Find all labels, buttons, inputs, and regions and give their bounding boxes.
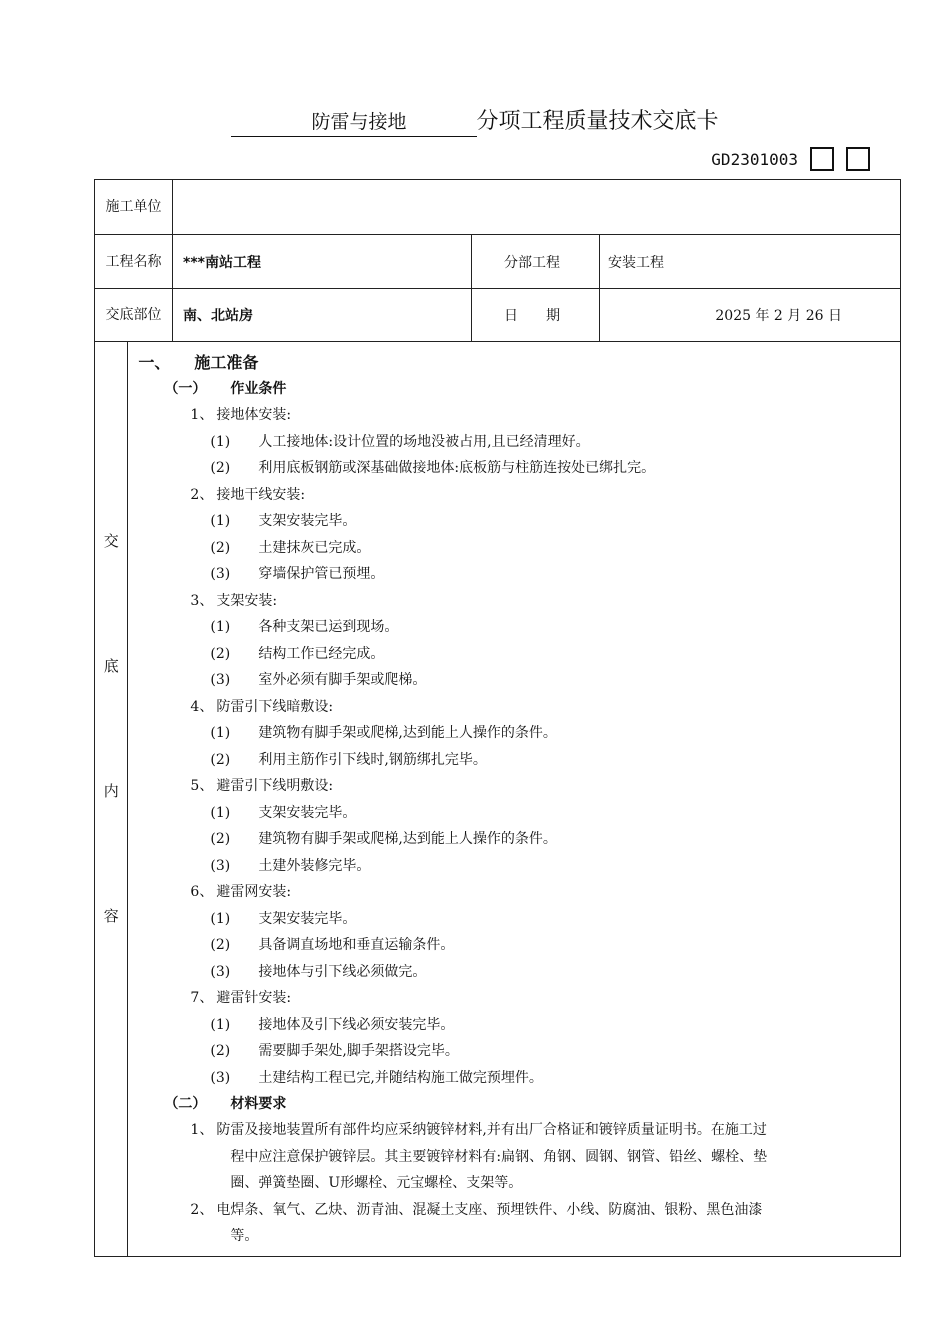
material-item: 1、 防雷及接地装置所有部件均应采纳镀锌材料,并有出厂合格证和镀锌质量证明书。在施工过 程中应注意保护镀锌层。其主要镀锌材料有:扁钢、角钢、圆钢、钢管、铅丝、螺栓、垫 圈、弹簧垫圈、U形螺栓、元宝螺栓、支架等。 <box>190 1122 768 1191</box>
side-label <box>95 342 128 1257</box>
date-label: 日 期 <box>472 289 600 342</box>
side-char: 底 <box>103 657 119 675</box>
condition-group-title: 5、 避雷引下线明敷设: <box>190 778 334 794</box>
row-content <box>95 342 901 1257</box>
condition-item: (2) 利用底板钢筋或深基础做接地体:底板筋与柱筋连按处已绑扎完。 <box>210 460 656 476</box>
side-char: 内 <box>103 782 119 800</box>
disclosure-content <box>128 342 901 1257</box>
division-label: 分部工程 <box>472 235 600 289</box>
condition-item: (3) 穿墙保护管已预埋。 <box>210 566 385 582</box>
unit-label: 施工单位 <box>95 180 173 235</box>
location-label: 交底部位 <box>95 289 173 342</box>
condition-item: (3) 室外必须有脚手架或爬梯。 <box>210 672 427 688</box>
project-label: 工程名称 <box>95 235 173 289</box>
unit-value <box>173 180 901 235</box>
condition-item: (2) 需要脚手架处,脚手架搭设完毕。 <box>210 1043 459 1059</box>
condition-item: (2) 具备调直场地和垂直运输条件。 <box>210 937 455 953</box>
document-title <box>0 108 950 137</box>
condition-item: (3) 接地体与引下线必须做完。 <box>210 963 427 980</box>
condition-item: (3) 土建外装修完毕。 <box>210 857 371 874</box>
side-char: 容 <box>103 907 119 925</box>
subsection-heading: （一） 作业条件 <box>164 381 287 397</box>
condition-group-title: 3、 支架安装: <box>190 592 278 609</box>
condition-item: (1) 建筑物有脚手架或爬梯,达到能上人操作的条件。 <box>210 725 557 741</box>
condition-item: (3) 土建结构工程已完,并随结构施工做完预埋件。 <box>210 1069 543 1086</box>
code-text: GD2301003 <box>711 149 798 169</box>
location-value: 南、北站房 <box>173 289 472 342</box>
subsection-heading: （二） 材料要求 <box>164 1096 287 1112</box>
row-project <box>95 235 901 289</box>
condition-item: (1) 人工接地体:设计位置的场地没被占用,且已经清理好。 <box>210 433 590 450</box>
division-value: 安装工程 <box>600 235 901 289</box>
condition-group-title: 2、 接地干线安装: <box>190 486 306 503</box>
date-value: 2025 年 2 月 26 日 <box>600 289 901 342</box>
row-unit <box>95 180 901 235</box>
checkbox-1[interactable] <box>810 147 834 171</box>
condition-groups <box>138 402 892 1091</box>
condition-group-title: 7、 避雷针安装: <box>190 990 292 1006</box>
condition-group-title: 6、 避雷网安装: <box>190 884 292 900</box>
side-char: 交 <box>103 532 119 550</box>
condition-item: (1) 支架安装完毕。 <box>210 513 357 529</box>
condition-item: (2) 利用主筋作引下线时,钢筋绑扎完毕。 <box>210 751 487 768</box>
condition-item: (1) 支架安装完毕。 <box>210 804 357 821</box>
checkbox-2[interactable] <box>846 147 870 171</box>
disclosure-card-table <box>94 179 901 1257</box>
project-value: ***南站工程 <box>173 235 472 289</box>
condition-item: (2) 结构工作已经完成。 <box>210 645 385 662</box>
condition-item: (1) 接地体及引下线必须安装完毕。 <box>210 1016 455 1033</box>
condition-item: (2) 土建抹灰已完成。 <box>210 539 371 556</box>
condition-group-title: 1、 接地体安装: <box>190 407 292 423</box>
condition-item: (1) 各种支架已运到现场。 <box>210 619 399 635</box>
row-location <box>95 289 901 342</box>
material-item: 2、 电焊条、氧气、乙炔、沥青油、混凝土支座、预埋铁件、小线、防腐油、银粉、黑色油漆 等。 <box>190 1201 763 1244</box>
section-heading: 一、 施工准备 <box>138 353 259 372</box>
title-subject: 防雷与接地 <box>231 108 476 137</box>
condition-item: (1) 支架安装完毕。 <box>210 910 357 927</box>
document-code <box>711 147 870 171</box>
condition-item: (2) 建筑物有脚手架或爬梯,达到能上人操作的条件。 <box>210 831 557 847</box>
material-list <box>138 1117 892 1250</box>
title-text: 分项工程质量技术交底卡 <box>476 109 719 134</box>
condition-group-title: 4、 防雷引下线暗敷设: <box>190 698 334 715</box>
